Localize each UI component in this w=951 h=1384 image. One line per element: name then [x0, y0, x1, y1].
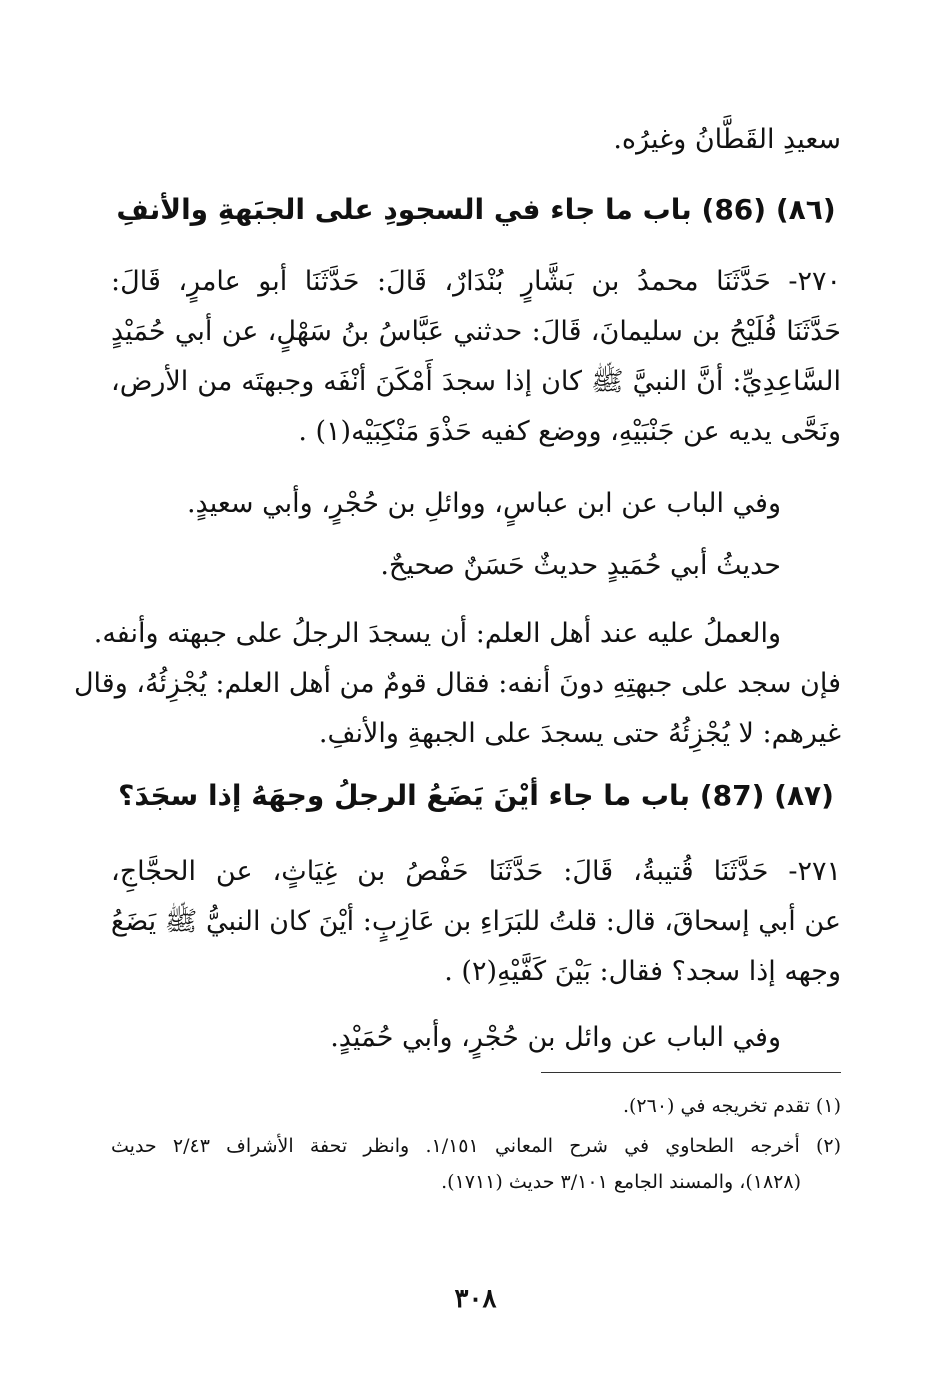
bab-line-86: وفي الباب عن ابن عباسٍ، ووائلِ بن حُجْرٍ، وأبي سعيدٍ.	[186, 488, 781, 519]
hadith-270-line-3: السَّاعِدِيِّ: أنَّ النبيَّ ﷺ كان إذا سجدَ أَمْكَنَ أنْفَه وجبهتَه من الأرض،	[111, 366, 841, 397]
text-column	[73, 0, 842, 1384]
footnote-separator	[541, 1072, 841, 1073]
footnote-2-line-1: (٢) أخرجه الطحاوي في شرح المعاني ١/١٥١. وانظر تحفة الأشراف ٢/٤٣ حديث	[111, 1135, 842, 1157]
section-heading-87: (٨٧) (87) باب ما جاء أيْنَ يَضَعُ الرجلُ وجهَهُ إذا سجَدَ؟	[118, 779, 834, 812]
hadith-270-line-2: حَدَّثَنَا فُلَيْحُ بن سليمانَ، قَالَ: حدثني عَبَّاسُ بنُ سَهْلٍ، عن أبي حُمَيْدٍ	[111, 316, 841, 347]
hadith-270-line-1: ٢٧٠- حَدَّثَنَا محمدُ بن بَشَّارٍ بُنْدَارٌ، قَالَ: حَدَّثَنَا أبو عامرٍ، قَالَ:	[111, 266, 841, 297]
continuation-line: سعيدِ القَطَّانُ وغيرُه.	[613, 124, 841, 155]
footnote-1: (١) تقدم تخريجه في (٢٦٠).	[622, 1095, 841, 1117]
amal-line-3: غيرهم: لا يُجْزِئُهُ حتى يسجدَ على الجبهةِ والأنفِ.	[318, 718, 841, 749]
hadith-271-line-1: ٢٧١- حَدَّثَنَا قُتيبةُ، قَالَ: حَدَّثَنَا حَفْصُ بن غِيَاثٍ، عن الحجَّاجِ،	[111, 856, 841, 887]
section-heading-86: (٨٦) (86) باب ما جاء في السجودِ على الجبَهةِ والأنفِ	[116, 193, 836, 226]
page-number: ٣٠٨	[454, 1284, 497, 1314]
grade-line-86: حديثُ أبي حُمَيدٍ حديثٌ حَسَنٌ صحيحٌ.	[380, 550, 781, 581]
bab-line-87: وفي الباب عن وائل بن حُجْرٍ، وأبي حُمَيْدٍ.	[330, 1022, 781, 1053]
amal-line-1: والعملُ عليه عند أهل العلم: أن يسجدَ الرجلُ على جبهته وأنفه.	[93, 618, 781, 649]
amal-line-2: فإن سجد على جبهتِهِ دونَ أنفه: فقال قومٌ من أهل العلم: يُجْزِئُهُ، وقال	[73, 668, 841, 699]
footnote-2-line-2: (١٨٢٨)، والمسند الجامع ٣/١٠١ حديث (١٧١١).	[441, 1171, 801, 1193]
hadith-270-line-4: ونَحَّى يديه عن جَنْبَيْهِ، ووضع كفيه حَذْوَ مَنْكِبَيْه(١) .	[298, 416, 841, 447]
hadith-271-line-3: وجهه إذا سجد؟ فقال: بَيْنَ كَفَّيْهِ(٢) .	[444, 956, 841, 987]
hadith-271-line-2: عن أبي إسحاقَ، قال: قلتُ للبَرَاءِ بن عَازِبٍ: أيْنَ كان النبيُّ ﷺ يَضَعُ	[110, 906, 841, 937]
